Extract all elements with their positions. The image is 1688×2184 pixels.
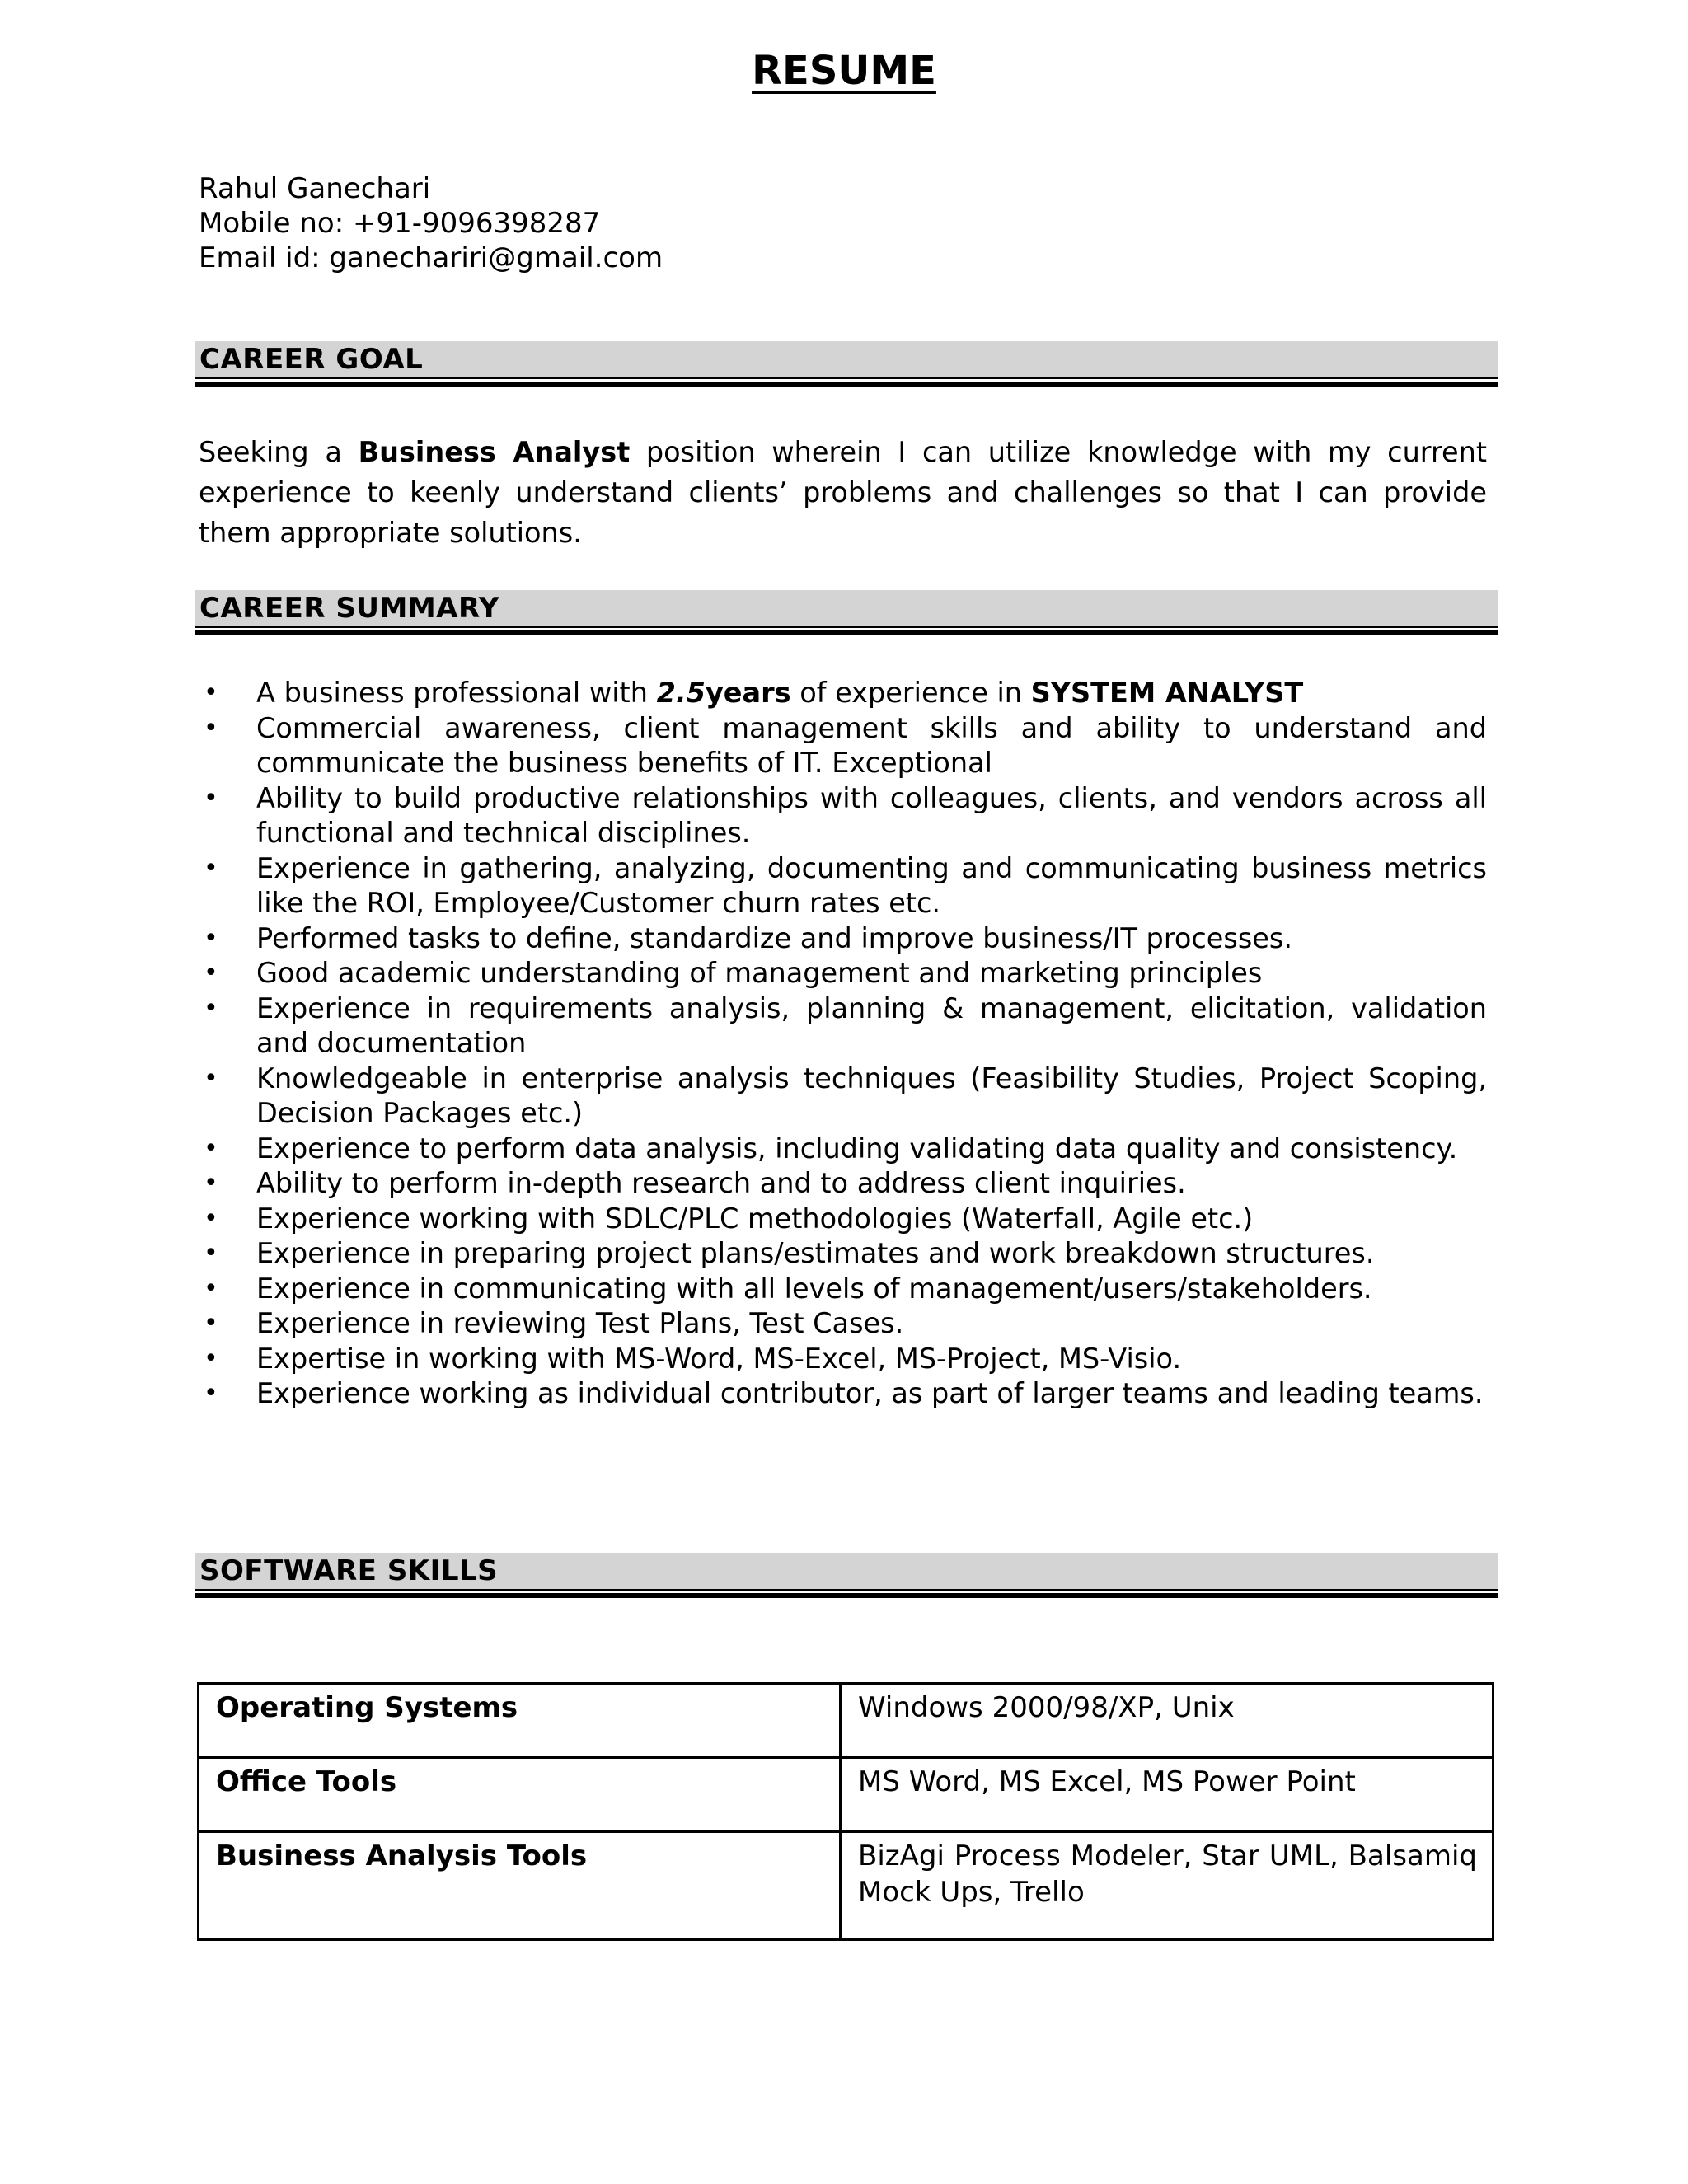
- contact-email: Email id: ganechariri@gmail.com: [199, 241, 663, 274]
- skill-value: MS Word, MS Excel, MS Power Point: [841, 1758, 1493, 1832]
- contact-block: [199, 171, 663, 275]
- contact-mobile: Mobile no: +91-9096398287: [199, 207, 601, 240]
- summary-first-role: SYSTEM ANALYST: [1030, 677, 1304, 709]
- career-goal-rule: [195, 377, 1498, 386]
- list-item: • Experience to perform data analysis, including validating data quality and consistency.: [199, 1132, 1487, 1167]
- list-item: • Good academic understanding of management and marketing principles: [199, 956, 1487, 991]
- list-item: • Experience in requirements analysis, planning & management, elicitation, validation and documentation: [199, 991, 1487, 1062]
- career-summary-rule: [195, 626, 1498, 635]
- list-item: • Experience in communicating with all levels of management/users/stakeholders.: [199, 1272, 1487, 1307]
- summary-first-part1: A business professional with: [256, 677, 657, 709]
- skill-value: Windows 2000/98/XP, Unix: [841, 1684, 1493, 1758]
- list-item: • Experience working as individual contributor, as part of larger teams and leading teams.: [199, 1376, 1487, 1412]
- goal-text-after: position wherein I can utilize knowledge with my current experience to keenly understand clients’ problems and challenges so that I can provide them appropriate solutions.: [199, 436, 1487, 549]
- list-item: • Ability to perform in-depth research and to address client inquiries.: [199, 1166, 1487, 1202]
- career-summary-heading: CAREER SUMMARY: [195, 590, 1498, 626]
- career-summary-list: [199, 676, 1487, 1412]
- skill-label: Business Analysis Tools: [199, 1832, 841, 1940]
- summary-first-part4: of experience in: [790, 677, 1031, 709]
- list-item: • Experience in preparing project plans/estimates and work breakdown structures.: [199, 1236, 1487, 1272]
- skill-label: Operating Systems: [199, 1684, 841, 1758]
- list-item: • Performed tasks to define, standardize and improve business/IT processes.: [199, 921, 1487, 957]
- list-item: • Ability to build productive relationships with colleagues, clients, and vendors across all functional and technical disciplines.: [199, 781, 1487, 851]
- list-item: • Experience working with SDLC/PLC methodologies (Waterfall, Agile etc.): [199, 1202, 1487, 1237]
- summary-first-years-number: 2.5: [656, 677, 706, 709]
- career-goal-heading: CAREER GOAL: [195, 341, 1498, 377]
- career-goal-text: [199, 432, 1487, 553]
- list-item: • Commercial awareness, client management skills and ability to understand and communicate the business benefits of IT. Exceptional: [199, 711, 1487, 781]
- software-skills-table: [197, 1682, 1494, 1941]
- table-row: [199, 1758, 1493, 1832]
- summary-first-years-word: years: [705, 677, 791, 709]
- list-item: • Expertise in working with MS-Word, MS-Excel, MS-Project, MS-Visio.: [199, 1342, 1487, 1377]
- page-title: RESUME: [752, 48, 936, 94]
- contact-name: Rahul Ganechari: [199, 172, 431, 205]
- software-skills-heading: SOFTWARE SKILLS: [195, 1553, 1498, 1589]
- software-skills-rule: [195, 1589, 1498, 1597]
- table-row: [199, 1832, 1493, 1940]
- list-item: • Knowledgeable in enterprise analysis techniques (Feasibility Studies, Project Scoping, Decision Packages etc.): [199, 1062, 1487, 1132]
- skill-label: Office Tools: [199, 1758, 841, 1832]
- list-item: • Experience in reviewing Test Plans, Test Cases.: [199, 1306, 1487, 1342]
- table-row: [199, 1684, 1493, 1758]
- list-item: • Experience in gathering, analyzing, documenting and communicating business metrics like the ROI, Employee/Customer churn rates etc.: [199, 851, 1487, 921]
- skill-value: BizAgi Process Modeler, Star UML, Balsamiq Mock Ups, Trello: [841, 1832, 1493, 1940]
- list-item: [199, 676, 1487, 711]
- goal-text-before: Seeking a: [199, 436, 359, 468]
- goal-text-bold: Business Analyst: [358, 436, 631, 468]
